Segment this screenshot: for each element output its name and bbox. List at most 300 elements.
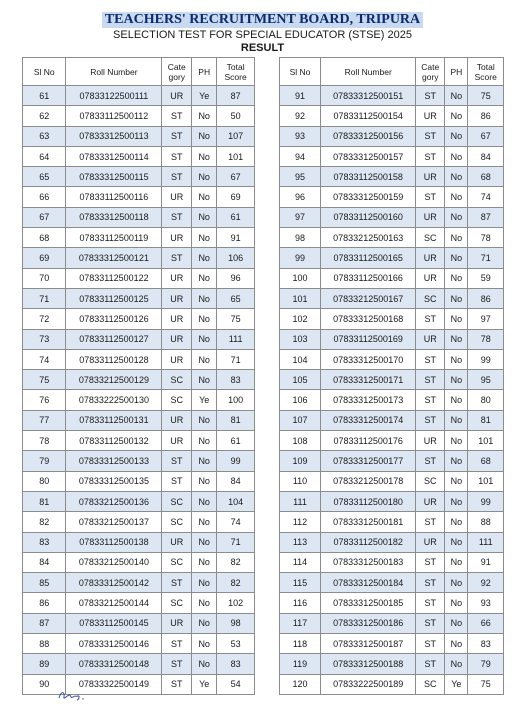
sl-no-cell: 101 xyxy=(280,288,321,308)
category-cell: ST xyxy=(162,248,192,268)
roll-number-cell: 07833112500119 xyxy=(66,228,162,248)
ph-cell: No xyxy=(445,248,468,268)
total-score-cell: 82 xyxy=(217,573,255,593)
ph-cell: No xyxy=(445,390,468,410)
total-score-cell: 83 xyxy=(468,634,504,654)
category-cell: ST xyxy=(162,106,192,126)
total-score-cell: 68 xyxy=(468,451,504,471)
ph-cell: No xyxy=(192,126,217,146)
category-cell: ST xyxy=(416,613,445,633)
roll-number-cell: 07833112500169 xyxy=(321,329,416,349)
category-cell: UR xyxy=(416,248,445,268)
total-score-cell: 81 xyxy=(217,410,255,430)
table-row xyxy=(23,268,255,288)
sl-no-cell: 109 xyxy=(280,451,321,471)
table-row xyxy=(280,126,504,146)
ph-cell: No xyxy=(192,451,217,471)
sl-no-cell: 85 xyxy=(23,573,66,593)
ph-cell: No xyxy=(192,106,217,126)
sl-no-cell: 95 xyxy=(280,167,321,187)
roll-number-cell: 07833312500184 xyxy=(321,573,416,593)
roll-number-cell: 07833212500140 xyxy=(66,552,162,572)
result-heading: RESULT xyxy=(240,42,285,54)
result-table-left xyxy=(22,57,255,695)
roll-number-cell: 07833112500125 xyxy=(66,288,162,308)
ph-cell: No xyxy=(445,228,468,248)
table-row xyxy=(280,86,504,106)
category-cell: UR xyxy=(162,532,192,552)
total-score-cell: 71 xyxy=(468,248,504,268)
table-row xyxy=(280,349,504,369)
total-score-cell: 71 xyxy=(217,349,255,369)
ph-cell: No xyxy=(192,309,217,329)
ph-cell: No xyxy=(192,349,217,369)
roll-number-cell: 07833312500159 xyxy=(321,187,416,207)
ph-cell: No xyxy=(192,370,217,390)
table-row xyxy=(23,593,255,613)
sl-no-cell: 66 xyxy=(23,187,66,207)
table-row xyxy=(280,471,504,491)
table-row xyxy=(280,613,504,633)
ph-cell: No xyxy=(445,106,468,126)
roll-number-cell: 07833312500181 xyxy=(321,512,416,532)
category-cell: ST xyxy=(162,471,192,491)
ph-cell: No xyxy=(445,512,468,532)
total-score-cell: 84 xyxy=(468,146,504,166)
table-row xyxy=(280,370,504,390)
category-cell: ST xyxy=(416,451,445,471)
total-score-cell: 83 xyxy=(217,654,255,674)
sl-no-cell: 76 xyxy=(23,390,66,410)
category-cell: SC xyxy=(162,593,192,613)
table-row xyxy=(23,532,255,552)
total-score-cell: 93 xyxy=(468,593,504,613)
category-cell: ST xyxy=(416,634,445,654)
roll-number-cell: 07833312500188 xyxy=(321,654,416,674)
total-score-cell: 88 xyxy=(468,512,504,532)
roll-number-cell: 07833312500171 xyxy=(321,370,416,390)
total-score-cell: 86 xyxy=(468,106,504,126)
total-score-cell: 67 xyxy=(468,126,504,146)
total-score-cell: 80 xyxy=(468,390,504,410)
total-score-cell: 84 xyxy=(217,471,255,491)
ph-cell: No xyxy=(445,491,468,511)
roll-number-cell: 07833312500174 xyxy=(321,410,416,430)
total-score-cell: 74 xyxy=(217,512,255,532)
table-row xyxy=(23,167,255,187)
total-score-cell: 75 xyxy=(217,309,255,329)
ph-cell: No xyxy=(192,228,217,248)
table-row xyxy=(280,146,504,166)
total-score-cell: 96 xyxy=(217,268,255,288)
category-cell: ST xyxy=(162,674,192,694)
table-row xyxy=(280,167,504,187)
sl-no-cell: 114 xyxy=(280,552,321,572)
total-score-cell: 111 xyxy=(217,329,255,349)
sl-no-cell: 89 xyxy=(23,654,66,674)
document-header xyxy=(0,10,525,54)
table-row xyxy=(280,228,504,248)
total-score-cell: 99 xyxy=(468,491,504,511)
ph-cell: No xyxy=(445,268,468,288)
roll-number-cell: 07833312500135 xyxy=(66,471,162,491)
total-score-cell: 75 xyxy=(468,86,504,106)
ph-cell: No xyxy=(192,552,217,572)
sl-no-cell: 74 xyxy=(23,349,66,369)
ph-cell: No xyxy=(445,146,468,166)
sl-no-cell: 108 xyxy=(280,431,321,451)
ph-cell: No xyxy=(445,288,468,308)
roll-number-cell: 07833312500146 xyxy=(66,634,162,654)
total-score-cell: 71 xyxy=(217,532,255,552)
ph-cell: No xyxy=(445,309,468,329)
table-header-row xyxy=(23,58,255,86)
table-row xyxy=(280,106,504,126)
sl-no-cell: 79 xyxy=(23,451,66,471)
category-cell: UR xyxy=(162,613,192,633)
total-score-cell: 54 xyxy=(217,674,255,694)
sl-no-cell: 70 xyxy=(23,268,66,288)
total-score-cell: 99 xyxy=(468,349,504,369)
category-cell: UR xyxy=(162,268,192,288)
table-row xyxy=(23,390,255,410)
table-row xyxy=(23,86,255,106)
total-score-cell: 78 xyxy=(468,329,504,349)
sl-no-cell: 112 xyxy=(280,512,321,532)
roll-number-cell: 07833112500116 xyxy=(66,187,162,207)
category-cell: ST xyxy=(416,552,445,572)
roll-number-cell: 07833312500148 xyxy=(66,654,162,674)
header-sl-no: Sl No xyxy=(280,58,321,86)
table-row xyxy=(280,187,504,207)
sl-no-cell: 120 xyxy=(280,674,321,694)
header-category: Cate gory xyxy=(162,58,192,86)
roll-number-cell: 07833312500173 xyxy=(321,390,416,410)
category-cell: SC xyxy=(162,390,192,410)
sl-no-cell: 111 xyxy=(280,491,321,511)
sl-no-cell: 63 xyxy=(23,126,66,146)
sl-no-cell: 78 xyxy=(23,431,66,451)
sl-no-cell: 102 xyxy=(280,309,321,329)
category-cell: ST xyxy=(162,126,192,146)
table-row xyxy=(23,654,255,674)
table-row xyxy=(280,552,504,572)
result-table-right-body xyxy=(280,86,504,695)
sl-no-cell: 82 xyxy=(23,512,66,532)
total-score-cell: 87 xyxy=(217,86,255,106)
category-cell: SC xyxy=(416,228,445,248)
sl-no-cell: 62 xyxy=(23,106,66,126)
category-cell: UR xyxy=(162,349,192,369)
total-score-cell: 74 xyxy=(468,187,504,207)
sl-no-cell: 88 xyxy=(23,634,66,654)
roll-number-cell: 07833312500183 xyxy=(321,552,416,572)
table-row xyxy=(280,654,504,674)
category-cell: ST xyxy=(162,573,192,593)
roll-number-cell: 07833112500138 xyxy=(66,532,162,552)
ph-cell: No xyxy=(192,167,217,187)
category-cell: UR xyxy=(162,410,192,430)
ph-cell: No xyxy=(445,370,468,390)
total-score-cell: 98 xyxy=(217,613,255,633)
table-row xyxy=(280,288,504,308)
total-score-cell: 107 xyxy=(217,126,255,146)
category-cell: UR xyxy=(416,207,445,227)
roll-number-cell: 07833312500114 xyxy=(66,146,162,166)
sl-no-cell: 96 xyxy=(280,187,321,207)
roll-number-cell: 07833112500182 xyxy=(321,532,416,552)
table-row xyxy=(23,431,255,451)
table-row xyxy=(23,228,255,248)
ph-cell: No xyxy=(192,532,217,552)
ph-cell: No xyxy=(192,634,217,654)
roll-number-cell: 07833312500170 xyxy=(321,349,416,369)
category-cell: UR xyxy=(162,86,192,106)
category-cell: ST xyxy=(162,167,192,187)
category-cell: ST xyxy=(416,573,445,593)
header-sl-no: Sl No xyxy=(23,58,66,86)
total-score-cell: 75 xyxy=(468,674,504,694)
sl-no-cell: 75 xyxy=(23,370,66,390)
sl-no-cell: 103 xyxy=(280,329,321,349)
category-cell: UR xyxy=(162,329,192,349)
roll-number-cell: 07833312500157 xyxy=(321,146,416,166)
category-cell: UR xyxy=(416,491,445,511)
table-row xyxy=(23,573,255,593)
sl-no-cell: 113 xyxy=(280,532,321,552)
sl-no-cell: 106 xyxy=(280,390,321,410)
total-score-cell: 92 xyxy=(468,573,504,593)
table-row xyxy=(280,451,504,471)
table-row xyxy=(23,288,255,308)
category-cell: ST xyxy=(416,370,445,390)
ph-cell: No xyxy=(192,410,217,430)
category-cell: ST xyxy=(416,349,445,369)
category-cell: ST xyxy=(416,126,445,146)
roll-number-cell: 07833212500136 xyxy=(66,491,162,511)
total-score-cell: 59 xyxy=(468,268,504,288)
sl-no-cell: 90 xyxy=(23,674,66,694)
sl-no-cell: 115 xyxy=(280,573,321,593)
sl-no-cell: 110 xyxy=(280,471,321,491)
total-score-cell: 86 xyxy=(468,288,504,308)
category-cell: UR xyxy=(162,187,192,207)
table-row xyxy=(280,491,504,511)
sl-no-cell: 99 xyxy=(280,248,321,268)
total-score-cell: 106 xyxy=(217,248,255,268)
ph-cell: No xyxy=(192,146,217,166)
category-cell: UR xyxy=(162,309,192,329)
header-category: Cate gory xyxy=(416,58,445,86)
sl-no-cell: 80 xyxy=(23,471,66,491)
roll-number-cell: 07833312500121 xyxy=(66,248,162,268)
category-cell: SC xyxy=(162,491,192,511)
table-row xyxy=(280,329,504,349)
roll-number-cell: 07833112500176 xyxy=(321,431,416,451)
ph-cell: No xyxy=(445,207,468,227)
table-row xyxy=(280,207,504,227)
ph-cell: No xyxy=(192,491,217,511)
total-score-cell: 68 xyxy=(468,167,504,187)
total-score-cell: 78 xyxy=(468,228,504,248)
ph-cell: No xyxy=(445,349,468,369)
ph-cell: No xyxy=(192,613,217,633)
table-row xyxy=(280,390,504,410)
ph-cell: No xyxy=(445,573,468,593)
sl-no-cell: 104 xyxy=(280,349,321,369)
table-row xyxy=(23,410,255,430)
total-score-cell: 61 xyxy=(217,207,255,227)
category-cell: ST xyxy=(162,146,192,166)
roll-number-cell: 07833112500145 xyxy=(66,613,162,633)
ph-cell: No xyxy=(445,634,468,654)
roll-number-cell: 07833312500168 xyxy=(321,309,416,329)
ph-cell: Ye xyxy=(192,674,217,694)
roll-number-cell: 07833112500154 xyxy=(321,106,416,126)
roll-number-cell: 07833212500167 xyxy=(321,288,416,308)
sl-no-cell: 68 xyxy=(23,228,66,248)
total-score-cell: 91 xyxy=(217,228,255,248)
total-score-cell: 66 xyxy=(468,613,504,633)
ph-cell: No xyxy=(445,613,468,633)
ph-cell: No xyxy=(192,512,217,532)
total-score-cell: 100 xyxy=(217,390,255,410)
table-row xyxy=(23,349,255,369)
ph-cell: No xyxy=(192,248,217,268)
sl-no-cell: 94 xyxy=(280,146,321,166)
table-row xyxy=(23,329,255,349)
table-row xyxy=(23,370,255,390)
ph-cell: No xyxy=(445,410,468,430)
category-cell: UR xyxy=(416,431,445,451)
roll-number-cell: 07833212500137 xyxy=(66,512,162,532)
ph-cell: No xyxy=(192,268,217,288)
sl-no-cell: 105 xyxy=(280,370,321,390)
table-row xyxy=(23,634,255,654)
signature-image xyxy=(57,688,97,702)
table-row xyxy=(280,410,504,430)
table-row xyxy=(280,248,504,268)
sl-no-cell: 107 xyxy=(280,410,321,430)
ph-cell: Ye xyxy=(192,390,217,410)
ph-cell: No xyxy=(445,654,468,674)
result-table-right xyxy=(279,57,504,695)
table-row xyxy=(280,634,504,654)
ph-cell: No xyxy=(192,207,217,227)
header-total-score: Total Score xyxy=(217,58,255,86)
sl-no-cell: 83 xyxy=(23,532,66,552)
total-score-cell: 53 xyxy=(217,634,255,654)
total-score-cell: 101 xyxy=(217,146,255,166)
category-cell: UR xyxy=(416,167,445,187)
sl-no-cell: 117 xyxy=(280,613,321,633)
total-score-cell: 95 xyxy=(468,370,504,390)
sl-no-cell: 118 xyxy=(280,634,321,654)
ph-cell: No xyxy=(192,431,217,451)
ph-cell: No xyxy=(192,573,217,593)
sl-no-cell: 77 xyxy=(23,410,66,430)
table-header-row xyxy=(280,58,504,86)
table-row xyxy=(23,126,255,146)
category-cell: SC xyxy=(416,288,445,308)
table-row xyxy=(23,207,255,227)
table-row xyxy=(280,593,504,613)
category-cell: SC xyxy=(416,674,445,694)
roll-number-cell: 07833322500149 xyxy=(66,674,162,694)
total-score-cell: 87 xyxy=(468,207,504,227)
category-cell: ST xyxy=(416,86,445,106)
roll-number-cell: 07833112500112 xyxy=(66,106,162,126)
sl-no-cell: 92 xyxy=(280,106,321,126)
roll-number-cell: 07833112500165 xyxy=(321,248,416,268)
category-cell: SC xyxy=(162,552,192,572)
total-score-cell: 50 xyxy=(217,106,255,126)
roll-number-cell: 07833112500160 xyxy=(321,207,416,227)
table-row xyxy=(280,431,504,451)
category-cell: ST xyxy=(162,451,192,471)
ph-cell: Ye xyxy=(445,674,468,694)
roll-number-cell: 07833312500118 xyxy=(66,207,162,227)
sl-no-cell: 87 xyxy=(23,613,66,633)
ph-cell: No xyxy=(192,329,217,349)
ph-cell: No xyxy=(445,552,468,572)
total-score-cell: 82 xyxy=(217,552,255,572)
roll-number-cell: 07833112500128 xyxy=(66,349,162,369)
category-cell: ST xyxy=(162,207,192,227)
roll-number-cell: 07833312500186 xyxy=(321,613,416,633)
category-cell: ST xyxy=(162,654,192,674)
roll-number-cell: 07833312500185 xyxy=(321,593,416,613)
category-cell: UR xyxy=(416,532,445,552)
roll-number-cell: 07833312500115 xyxy=(66,167,162,187)
roll-number-cell: 07833312500151 xyxy=(321,86,416,106)
roll-number-cell: 07833112500158 xyxy=(321,167,416,187)
category-cell: UR xyxy=(162,431,192,451)
sl-no-cell: 69 xyxy=(23,248,66,268)
roll-number-cell: 07833312500187 xyxy=(321,634,416,654)
table-row xyxy=(280,573,504,593)
category-cell: ST xyxy=(162,634,192,654)
ph-cell: No xyxy=(445,126,468,146)
roll-number-cell: 07833112500126 xyxy=(66,309,162,329)
category-cell: UR xyxy=(416,329,445,349)
header-ph: PH xyxy=(192,58,217,86)
sl-no-cell: 64 xyxy=(23,146,66,166)
sl-no-cell: 91 xyxy=(280,86,321,106)
table-row xyxy=(280,532,504,552)
board-title: TEACHERS' RECRUITMENT BOARD, TRIPURA xyxy=(102,12,423,28)
roll-number-cell: 07833222500130 xyxy=(66,390,162,410)
table-row xyxy=(280,674,504,694)
ph-cell: No xyxy=(445,532,468,552)
sl-no-cell: 98 xyxy=(280,228,321,248)
roll-number-cell: 07833312500156 xyxy=(321,126,416,146)
sl-no-cell: 97 xyxy=(280,207,321,227)
table-row xyxy=(23,248,255,268)
roll-number-cell: 07833212500129 xyxy=(66,370,162,390)
roll-number-cell: 07833112500122 xyxy=(66,268,162,288)
total-score-cell: 81 xyxy=(468,410,504,430)
sl-no-cell: 93 xyxy=(280,126,321,146)
ph-cell: No xyxy=(192,654,217,674)
ph-cell: No xyxy=(445,86,468,106)
table-row xyxy=(23,146,255,166)
total-score-cell: 69 xyxy=(217,187,255,207)
category-cell: ST xyxy=(416,146,445,166)
ph-cell: No xyxy=(445,431,468,451)
total-score-cell: 91 xyxy=(468,552,504,572)
table-row xyxy=(23,106,255,126)
